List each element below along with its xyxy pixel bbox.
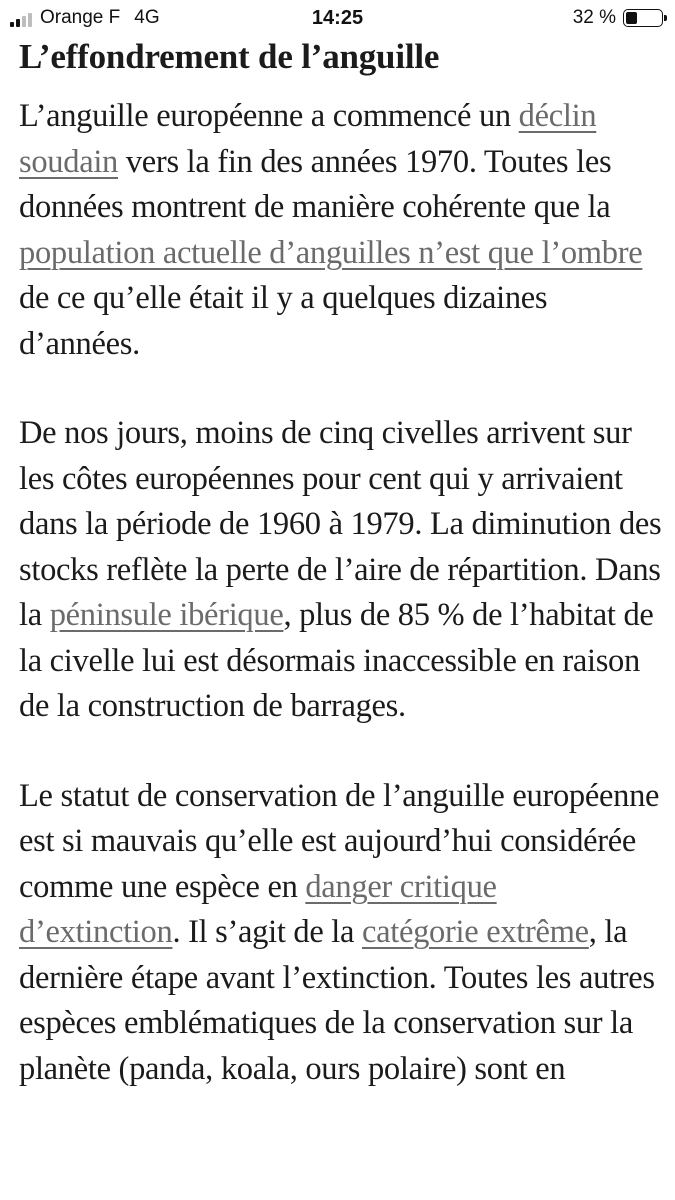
paragraph-text: , plus de 85 % de l’habitat de la civelle lui est désormais inaccessible en raison de la construction de barrages.	[19, 597, 654, 724]
carrier-name: Orange F	[40, 7, 121, 28]
article	[19, 36, 664, 1092]
battery-level	[626, 12, 637, 24]
inline-link[interactable]: catégorie extrême	[362, 914, 589, 950]
status-bar	[0, 0, 675, 38]
status-right	[573, 7, 663, 29]
status-time: 14:25	[311, 7, 364, 29]
paragraph-text: . Il s’agit de la	[172, 914, 362, 950]
network-type: 4G	[134, 7, 160, 28]
paragraph-text: vers la fin des années 1970. Toutes les données montrent de manière cohérente que la	[19, 143, 612, 225]
paragraph-1	[19, 94, 664, 367]
inline-link[interactable]: danger critique d’extinction	[19, 868, 497, 950]
paragraph-text: L’anguille européenne a commencé un	[19, 98, 519, 134]
inline-link[interactable]: déclin soudain	[19, 98, 597, 180]
inline-link[interactable]: population actuelle d’anguilles n’est que l’ombre	[19, 234, 643, 271]
paragraph-text: De nos jours, moins de cinq civelles arrivent sur les côtes européennes pour cent qui y arrivaient dans la période de 1960 à 1979. La diminution des stocks reflète la perte de l’aire de répartition. Dans la	[19, 415, 662, 633]
battery-percentage: 32 %	[572, 7, 616, 28]
battery-icon	[623, 9, 663, 27]
paragraph-3	[19, 774, 664, 1093]
paragraph-text: Le statut de conservation de l’anguille européenne est si mauvais qu’elle est aujourd’hui considérée comme une espèce en	[19, 777, 660, 905]
inline-link[interactable]: péninsule ibérique	[49, 597, 284, 633]
paragraph-text: , la dernière étape avant l’extinction. Toutes les autres espèces emblématiques de la conservation sur la planète (panda, koala, ours polaire) sont en	[19, 914, 655, 1087]
paragraph-2	[19, 411, 664, 730]
paragraph-text: de ce qu’elle était il y a quelques dizaines d’années.	[19, 280, 548, 362]
article-title: L’effondrement de l’anguille	[19, 37, 440, 76]
